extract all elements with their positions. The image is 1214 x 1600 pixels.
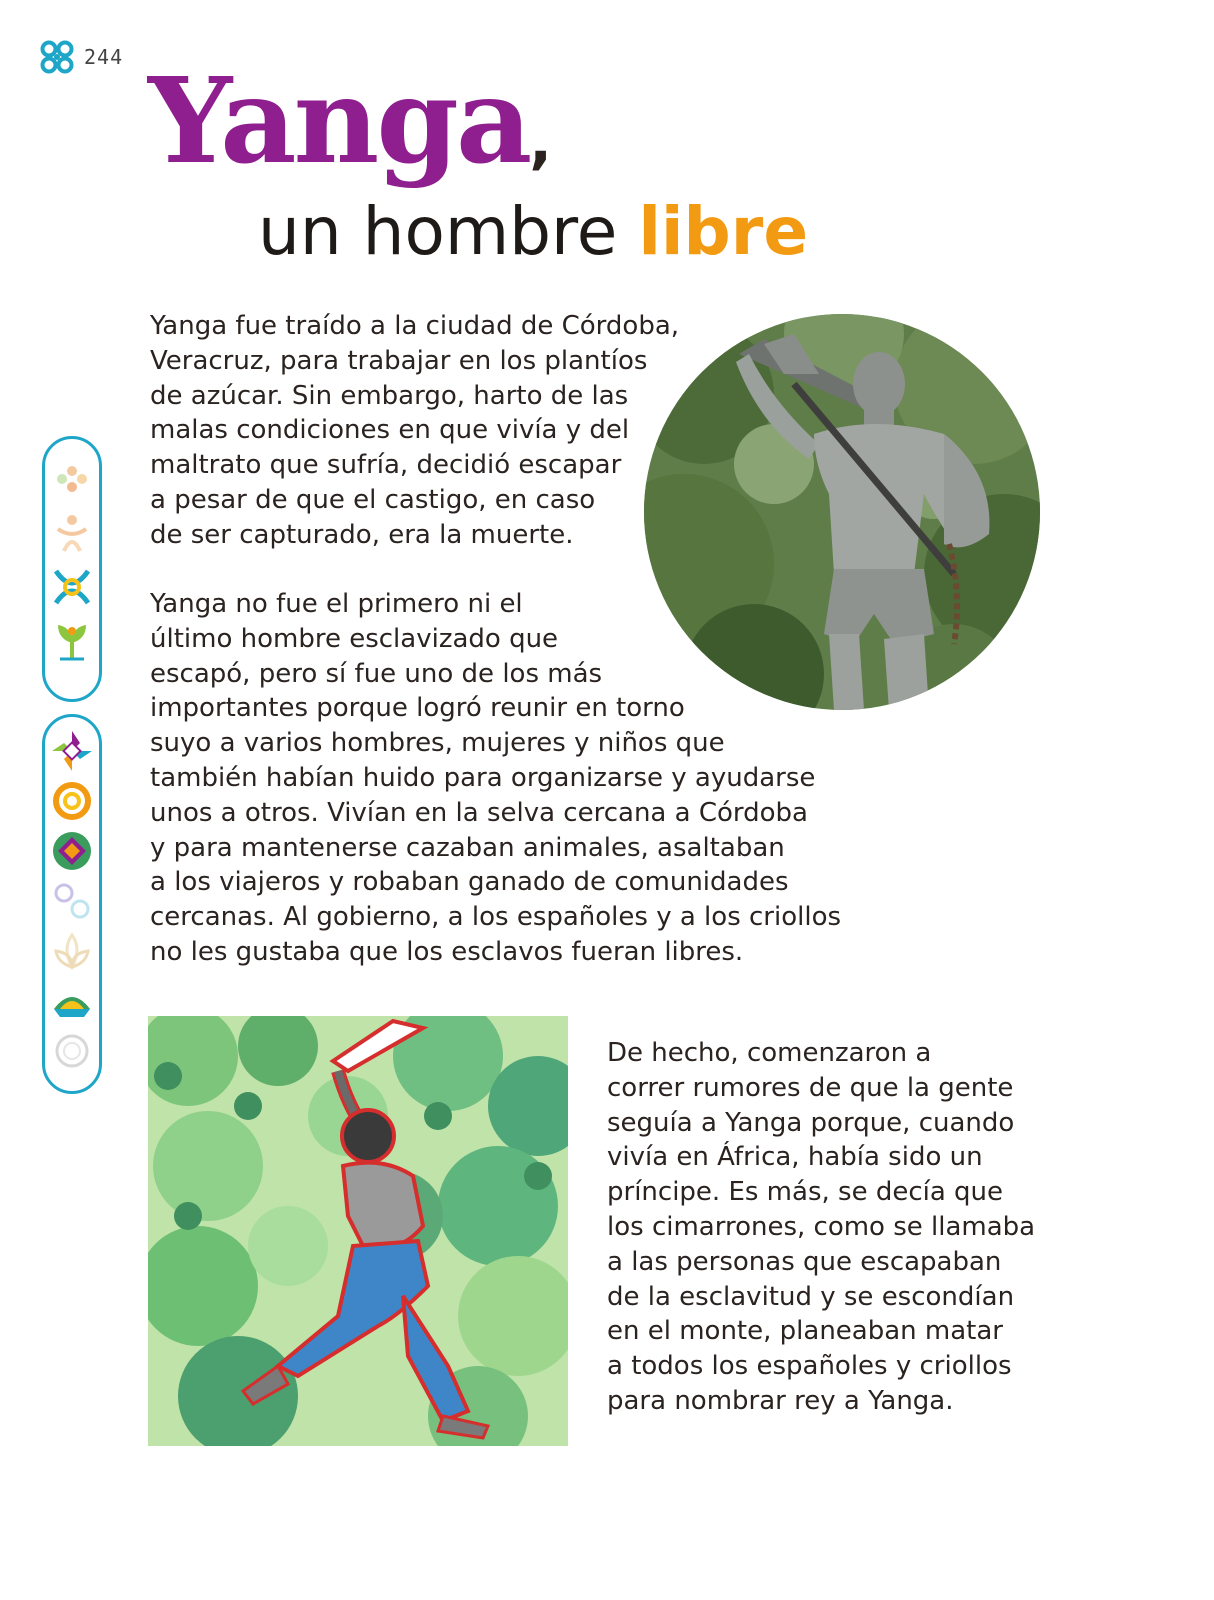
subtitle-prefix: un hombre: [258, 193, 639, 270]
flower-knot-icon: [40, 40, 74, 74]
page-subtitle: [258, 193, 809, 270]
green-sprout-symbol-icon: [50, 619, 94, 663]
side-symbol-panel-2: [42, 714, 102, 1094]
rainbow-fan-symbol-icon: [50, 979, 94, 1023]
paragraph-3: De hecho, comenzaron a correr rumores de que la gente seguía a Yanga porque, cuando vivía en África, había sido un príncipe. Es más, se decía que los cimarrones, como se llamaba a las personas que escapaban de la esclavitud y se escondían en el monte, planeaban matar a todos los españoles y criollos para nombrar rey a Yanga.: [607, 1038, 1036, 1416]
page-number-header: [40, 40, 123, 74]
faded-lotus-symbol-icon: [50, 929, 94, 973]
faded-circle-symbol-icon: [50, 1029, 94, 1073]
faded-figure-symbol-icon: [50, 511, 94, 555]
faded-dots-symbol-icon: [50, 457, 94, 501]
yanga-painting-illustration: [148, 1016, 568, 1446]
page-title: [148, 51, 553, 190]
paragraph-2: Yanga no fue el primero ni el último hombre esclavizado que escapó, pero sí fue uno de los más importantes porque logró reunir en torno suyo a varios hombres, mujeres y niños que también habían huido para organizarse y ayudarse unos a otros. Vivían en la selva cercana a Córdoba y para mantenerse cazaban animales, asaltaban a los viajeros y robaban ganado de comunidades cercanas. Al gobierno, a los españoles y a los criollos no les gustaba que los esclavos fueran libres.: [150, 589, 842, 967]
title-main-word: Yanga: [148, 51, 530, 190]
green-diamond-symbol-icon: [50, 829, 94, 873]
page-number: 244: [84, 45, 124, 69]
yanga-statue-photo: [644, 314, 1040, 710]
subtitle-accent: libre: [638, 193, 809, 270]
faded-chain-symbol-icon: [50, 879, 94, 923]
side-symbol-panel-1: [42, 436, 102, 702]
multicolor-star-symbol-icon: [50, 729, 94, 773]
orange-spiral-symbol-icon: [50, 779, 94, 823]
title-comma: ,: [529, 107, 553, 177]
blue-yellow-knot-symbol-icon: [50, 565, 94, 609]
paragraph-1: Yanga fue traído a la ciudad de Córdoba, Veracruz, para trabajar en los plantíos de azúcar. Sin embargo, harto de las malas condiciones en que vivía y del maltrato que sufría, decidió escapar a pesar de que el castigo, en caso de ser capturado, era la muerte.: [150, 311, 680, 550]
